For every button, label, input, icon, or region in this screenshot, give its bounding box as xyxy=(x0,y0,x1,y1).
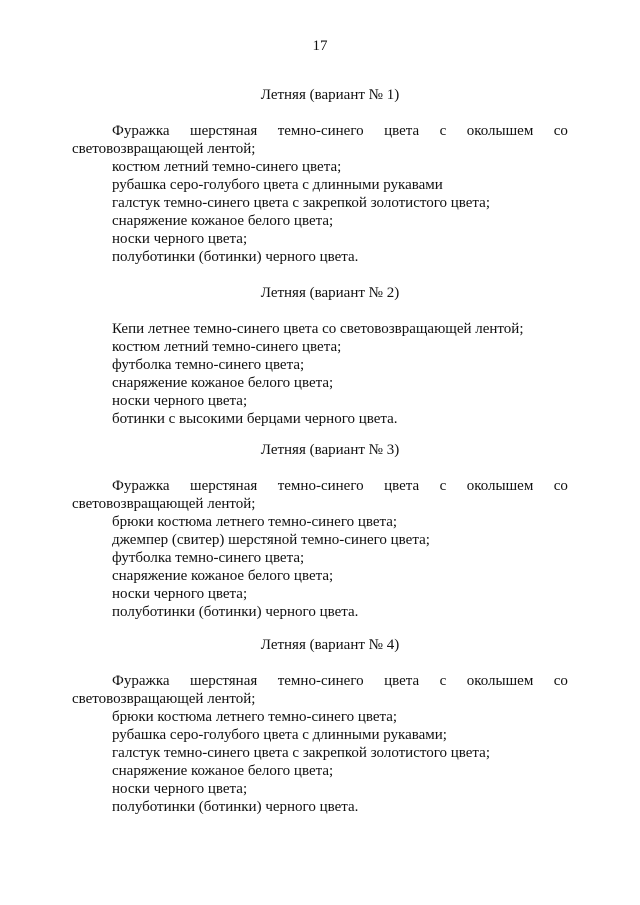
first-item-word: шерстяная xyxy=(190,123,258,139)
list-item: полуботинки (ботинки) черного цвета. xyxy=(112,799,359,815)
first-item-word: со xyxy=(553,123,568,139)
section-summer-variant-1 xyxy=(72,86,568,266)
first-item-word: шерстяная xyxy=(190,478,258,494)
first-item-word: околышем xyxy=(466,478,534,494)
item-list xyxy=(72,477,568,621)
list-item: рубашка серо-голубого цвета с длинными рукавами; xyxy=(112,727,447,743)
list-item: костюм летний темно-синего цвета; xyxy=(112,159,342,175)
section-title: Летняя (вариант № 3) xyxy=(260,442,400,458)
page-number: 17 xyxy=(312,38,328,54)
first-item-word: околышем xyxy=(466,123,534,139)
list-item: джемпер (свитер) шерстяной темно-синего цвета; xyxy=(112,532,430,548)
list-item: носки черного цвета; xyxy=(112,586,248,602)
first-item-word: цвета xyxy=(384,673,420,689)
list-item: полуботинки (ботинки) черного цвета. xyxy=(112,249,359,265)
first-item-word: с xyxy=(439,673,447,689)
first-item-word: со xyxy=(553,673,568,689)
first-item-continuation: световозвращающей лентой; xyxy=(72,496,256,512)
list-item: костюм летний темно-синего цвета; xyxy=(112,339,342,355)
item-list xyxy=(72,320,568,428)
first-item-word: темно-синего xyxy=(277,478,364,494)
list-item: носки черного цвета; xyxy=(112,393,248,409)
list-item: ботинки с высокими берцами черного цвета. xyxy=(112,411,398,427)
first-item-word: околышем xyxy=(466,673,534,689)
first-item-word: цвета xyxy=(384,123,420,139)
first-item-word: темно-синего xyxy=(277,123,364,139)
list-item: брюки костюма летнего темно-синего цвета; xyxy=(112,709,398,725)
list-item: полуботинки (ботинки) черного цвета. xyxy=(112,604,359,620)
first-item-word: Фуражка xyxy=(112,123,170,139)
first-item-continuation: световозвращающей лентой; xyxy=(72,141,256,157)
list-item: снаряжение кожаное белого цвета; xyxy=(112,375,334,391)
first-item-word: с xyxy=(439,123,447,139)
section-summer-variant-4 xyxy=(72,636,568,816)
list-item: снаряжение кожаное белого цвета; xyxy=(112,763,334,779)
list-item: рубашка серо-голубого цвета с длинными рукавами xyxy=(112,177,443,193)
list-item: снаряжение кожаное белого цвета; xyxy=(112,213,334,229)
item-list xyxy=(72,672,568,816)
first-item-word: с xyxy=(439,478,447,494)
list-item: брюки костюма летнего темно-синего цвета; xyxy=(112,514,398,530)
first-item-line xyxy=(72,122,568,140)
section-summer-variant-3 xyxy=(72,441,568,621)
list-item: Кепи летнее темно-синего цвета со световозвращающей лентой; xyxy=(112,321,524,337)
list-item: носки черного цвета; xyxy=(112,231,248,247)
first-item-line xyxy=(72,477,568,495)
list-item: галстук темно-синего цвета с закрепкой золотистого цвета; xyxy=(112,195,490,211)
list-item: футболка темно-синего цвета; xyxy=(112,357,305,373)
list-item: футболка темно-синего цвета; xyxy=(112,550,305,566)
section-title: Летняя (вариант № 2) xyxy=(260,285,400,301)
list-item: галстук темно-синего цвета с закрепкой золотистого цвета; xyxy=(112,745,490,761)
first-item-word: темно-синего xyxy=(277,673,364,689)
first-item-word: Фуражка xyxy=(112,673,170,689)
first-item-word: шерстяная xyxy=(190,673,258,689)
first-item-word: цвета xyxy=(384,478,420,494)
list-item: носки черного цвета; xyxy=(112,781,248,797)
section-title: Летняя (вариант № 4) xyxy=(260,637,400,653)
list-item: снаряжение кожаное белого цвета; xyxy=(112,568,334,584)
first-item-line xyxy=(72,672,568,690)
section-summer-variant-2 xyxy=(72,284,568,428)
section-title: Летняя (вариант № 1) xyxy=(260,87,400,103)
item-list xyxy=(72,122,568,266)
first-item-word: Фуражка xyxy=(112,478,170,494)
first-item-continuation: световозвращающей лентой; xyxy=(72,691,256,707)
first-item-word: со xyxy=(553,478,568,494)
